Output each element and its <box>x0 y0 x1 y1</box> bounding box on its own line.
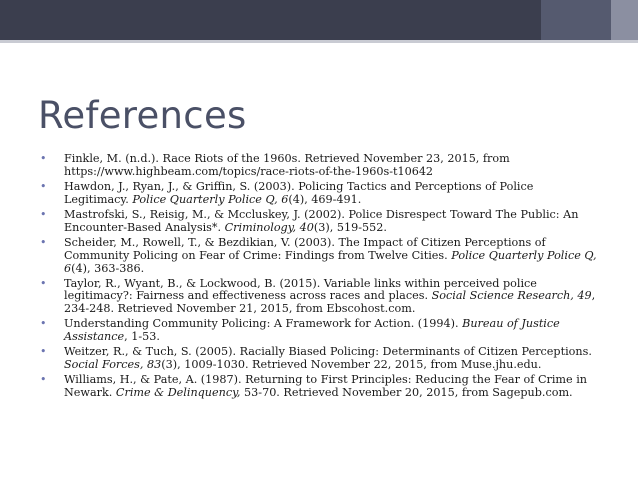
bullet-icon: • <box>40 152 47 165</box>
reference-item: • Finkle, M. (n.d.). Race Riots of the 1960s. Retrieved November 23, 2015, from https://www.highbeam.com/topics/race-riots-of-the-1960s-t10642 <box>40 152 510 178</box>
bullet-icon: • <box>40 276 47 290</box>
top-banner-stripe <box>0 40 638 43</box>
reference-item: • Understanding Community Policing: A Framework for Action. (1994). Bureau of Justice Assistance, 1-53. <box>40 317 560 344</box>
bullet-icon: • <box>40 345 47 359</box>
reference-item: • Taylor, R., Wyant, B., & Lockwood, B. (2015). Variable links within perceived police legitimacy?: Fairness and effectiveness across races and places. Social Science Research, 49, 234-248. Retrieved November 21, 2015, from Ebscohost.com. <box>40 276 596 316</box>
bullet-icon: • <box>40 235 47 249</box>
bullet-icon: • <box>40 317 47 331</box>
reference-item: • Hawdon, J., Ryan, J., & Griffin, S. (2003). Policing Tactics and Perceptions of Police Legitimacy. Police Quarterly Police Q, 6(4), 469-491. <box>40 179 534 206</box>
bullet-icon: • <box>40 207 47 221</box>
top-banner-accent-light <box>611 0 638 40</box>
reference-item: • Williams, H., & Pate, A. (1987). Returning to First Principles: Reducing the Fear of Crime in Newark. Crime & Delinquency, 53-70. Retrieved November 20, 2015, from Sagepub.com. <box>40 373 587 400</box>
slide-title: References <box>38 94 247 137</box>
reference-list <box>40 153 600 402</box>
reference-item: • Scheider, M., Rowell, T., & Bezdikian, V. (2003). The Impact of Citizen Perceptions of Community Policing on Fear of Crime: Findings from Twelve Cities. Police Quarterly Police Q, 6(4), 363-386. <box>40 235 597 275</box>
reference-item: • Weitzer, R., & Tuch, S. (2005). Racially Biased Policing: Determinants of Citizen Perceptions. Social Forces, 83(3), 1009-1030. Retrieved November 22, 2015, from Muse.jhu.edu. <box>40 345 592 372</box>
reference-item: • Mastrofski, S., Reisig, M., & Mccluskey, J. (2002). Police Disrespect Toward The Public: An Encounter-Based Analysis*. Criminology, 40(3), 519-552. <box>40 207 579 234</box>
bullet-icon: • <box>40 179 47 193</box>
bullet-icon: • <box>40 373 47 387</box>
